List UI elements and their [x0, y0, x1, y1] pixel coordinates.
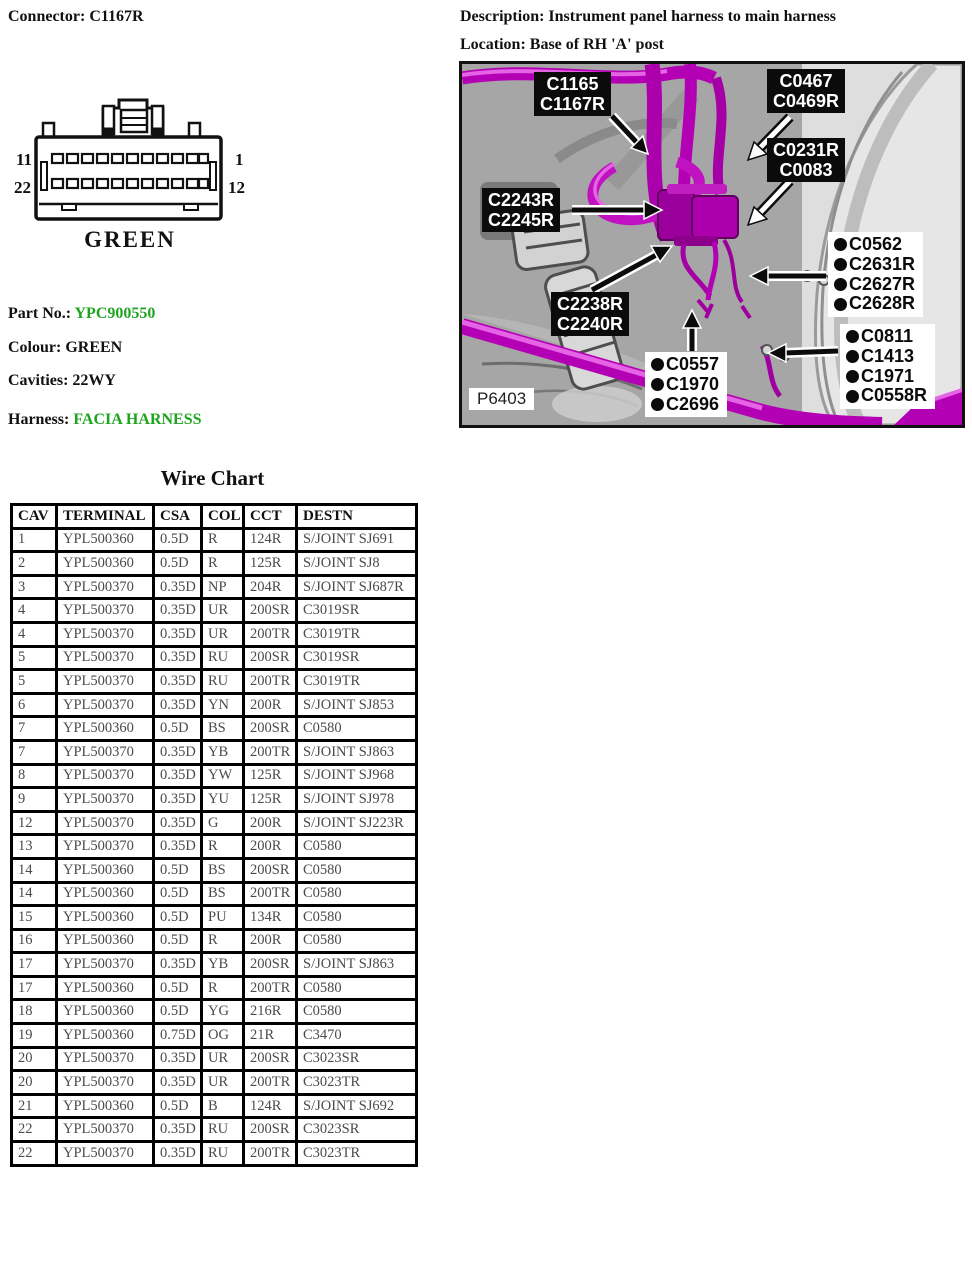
table-cell: 0.35D	[154, 622, 202, 646]
table-cell: R	[202, 835, 244, 859]
connector-slot-right	[210, 162, 216, 190]
table-cell: PU	[202, 906, 244, 930]
table-cell: 125R	[244, 788, 297, 812]
bullet-icon	[834, 238, 847, 251]
part-no-label: Part No.:	[8, 305, 72, 322]
table-cell: YPL500360	[57, 882, 154, 906]
table-cell: S/JOINT SJ8	[297, 552, 417, 576]
table-cell: YB	[202, 953, 244, 977]
table-cell: YPL500370	[57, 599, 154, 623]
table-cell: 0.35D	[154, 1142, 202, 1166]
table-cell: 17	[12, 953, 57, 977]
table-cell: UR	[202, 1047, 244, 1071]
table-cell: YPL500370	[57, 1142, 154, 1166]
connector-drawing-svg	[6, 92, 266, 260]
bullet-icon	[846, 370, 859, 383]
table-cell: YPL500360	[57, 1024, 154, 1048]
table-cell: 200R	[244, 835, 297, 859]
table-cell: 200SR	[244, 858, 297, 882]
table-row	[12, 693, 417, 717]
table-row	[12, 552, 417, 576]
connector-colour-label: GREEN	[84, 227, 176, 252]
table-cell: 14	[12, 858, 57, 882]
table-cell: 124R	[244, 1094, 297, 1118]
wire-chart-title: Wire Chart	[160, 466, 265, 490]
table-cell: 216R	[244, 1000, 297, 1024]
table-cell: YPL500360	[57, 717, 154, 741]
table-cell: 16	[12, 929, 57, 953]
table-cell: 200TR	[244, 976, 297, 1000]
table-cell: YPL500370	[57, 622, 154, 646]
table-cell: 0.5D	[154, 976, 202, 1000]
table-cell: 14	[12, 882, 57, 906]
table-row	[12, 717, 417, 741]
table-cell: 200TR	[244, 622, 297, 646]
table-cell: UR	[202, 599, 244, 623]
table-cell: C0580	[297, 929, 417, 953]
table-cell: 0.35D	[154, 811, 202, 835]
table-row	[12, 1142, 417, 1166]
table-cell: 200SR	[244, 1047, 297, 1071]
callout-item	[846, 386, 927, 406]
table-cell: S/JOINT SJ223R	[297, 811, 417, 835]
table-cell: C0580	[297, 1000, 417, 1024]
table-cell: 1	[12, 528, 57, 552]
table-cell: 0.35D	[154, 764, 202, 788]
table-cell: 0.35D	[154, 693, 202, 717]
figure-id-label: P6403	[469, 388, 534, 410]
table-cell: 19	[12, 1024, 57, 1048]
table-cell: 124R	[244, 528, 297, 552]
connector-slot-left	[41, 162, 47, 190]
bullet-icon	[651, 378, 664, 391]
callout-group-c0811	[840, 324, 935, 409]
part-no-value: YPC900550	[74, 305, 156, 322]
connector-notch-right	[184, 204, 198, 210]
harness-value: FACIA HARNESS	[73, 411, 202, 428]
callout-item	[834, 255, 915, 275]
table-cell: R	[202, 929, 244, 953]
connector-pinout-diagram	[6, 92, 266, 260]
callout-c0231r-c0083: C0231R C0083	[767, 138, 845, 182]
spec-part-no	[8, 305, 155, 323]
table-row	[12, 646, 417, 670]
callout-connector-id: C2628R	[849, 293, 916, 314]
table-row	[12, 1071, 417, 1095]
table-cell: YPL500370	[57, 740, 154, 764]
table-cell: YPL500360	[57, 929, 154, 953]
table-cell: YPL500370	[57, 835, 154, 859]
callout-item	[846, 347, 927, 367]
column-header: TERMINAL	[57, 505, 154, 529]
connector-title: Connector: C1167R	[8, 8, 144, 25]
table-cell: 9	[12, 788, 57, 812]
table-cell: YPL500360	[57, 1000, 154, 1024]
callout-connector-id: C2696	[666, 393, 720, 414]
table-row	[12, 599, 417, 623]
table-row	[12, 858, 417, 882]
table-cell: 15	[12, 906, 57, 930]
table-header-row	[12, 505, 417, 529]
table-cell: 0.35D	[154, 575, 202, 599]
bullet-icon	[846, 350, 859, 363]
column-header: COL	[202, 505, 244, 529]
table-cell: 20	[12, 1047, 57, 1071]
pin-number-12: 12	[228, 178, 245, 197]
table-cell: YPL500370	[57, 670, 154, 694]
table-cell: S/JOINT SJ853	[297, 693, 417, 717]
table-cell: YPL500360	[57, 528, 154, 552]
table-cell: 200TR	[244, 740, 297, 764]
table-cell: BS	[202, 882, 244, 906]
table-cell: C3023SR	[297, 1047, 417, 1071]
table-cell: RU	[202, 1118, 244, 1142]
table-cell: RU	[202, 1142, 244, 1166]
description-line: Description: Instrument panel harness to main harness	[460, 8, 837, 25]
table-cell: 6	[12, 693, 57, 717]
callout-item	[834, 294, 915, 314]
table-cell: 0.5D	[154, 906, 202, 930]
callout-item	[846, 367, 927, 387]
bullet-icon	[834, 258, 847, 271]
table-cell: S/JOINT SJ687R	[297, 575, 417, 599]
table-cell: 200TR	[244, 1142, 297, 1166]
table-row	[12, 740, 417, 764]
table-cell: YPL500370	[57, 764, 154, 788]
callout-connector-id: C2627R	[849, 273, 916, 294]
table-row	[12, 835, 417, 859]
table-cell: R	[202, 528, 244, 552]
spec-cavities: Cavities: 22WY	[8, 372, 116, 389]
table-cell: 204R	[244, 575, 297, 599]
table-cell: 0.35D	[154, 788, 202, 812]
table-cell: YW	[202, 764, 244, 788]
table-cell: C3023TR	[297, 1071, 417, 1095]
table-cell: 5	[12, 646, 57, 670]
table-cell: 200SR	[244, 599, 297, 623]
table-cell: C0580	[297, 835, 417, 859]
table-cell: 0.35D	[154, 670, 202, 694]
harness-label: Harness:	[8, 411, 70, 428]
table-row	[12, 764, 417, 788]
table-cell: OG	[202, 1024, 244, 1048]
table-cell: 200SR	[244, 646, 297, 670]
table-cell: 20	[12, 1071, 57, 1095]
callout-connector-id: C0558R	[861, 385, 928, 406]
table-cell: YPL500360	[57, 906, 154, 930]
location-line: Location: Base of RH 'A' post	[460, 36, 664, 53]
table-cell: NP	[202, 575, 244, 599]
bullet-icon	[846, 390, 859, 403]
table-cell: C3019SR	[297, 646, 417, 670]
callout-c0467-c0469r: C0467 C0469R	[767, 69, 845, 113]
table-cell: 13	[12, 835, 57, 859]
table-cell: YPL500370	[57, 1071, 154, 1095]
table-cell: YPL500370	[57, 575, 154, 599]
table-cell: G	[202, 811, 244, 835]
table-cell: BS	[202, 717, 244, 741]
table-cell: 200TR	[244, 882, 297, 906]
column-header: DESTN	[297, 505, 417, 529]
table-cell: YPL500370	[57, 693, 154, 717]
table-cell: 0.5D	[154, 1000, 202, 1024]
callout-item	[651, 355, 719, 375]
table-cell: 21R	[244, 1024, 297, 1048]
table-cell: 0.35D	[154, 953, 202, 977]
table-cell: 0.35D	[154, 1118, 202, 1142]
table-cell: YPL500370	[57, 1047, 154, 1071]
table-cell: C3023TR	[297, 1142, 417, 1166]
table-row	[12, 670, 417, 694]
table-cell: 0.5D	[154, 882, 202, 906]
table-cell: 0.5D	[154, 528, 202, 552]
table-cell: 22	[12, 1118, 57, 1142]
table-cell: YPL500360	[57, 858, 154, 882]
pin-number-11: 11	[16, 150, 33, 169]
bullet-icon	[834, 278, 847, 291]
bullet-icon	[834, 298, 847, 311]
table-row	[12, 953, 417, 977]
table-cell: S/JOINT SJ978	[297, 788, 417, 812]
table-row	[12, 575, 417, 599]
spec-harness	[8, 411, 202, 429]
table-cell: YPL500360	[57, 976, 154, 1000]
table-cell: 200SR	[244, 953, 297, 977]
connector-latch	[103, 100, 163, 136]
callout-item	[834, 235, 915, 255]
table-cell: 5	[12, 670, 57, 694]
table-cell: 0.35D	[154, 835, 202, 859]
callout-group-c0557	[645, 352, 727, 417]
table-cell: 200TR	[244, 670, 297, 694]
table-row	[12, 1024, 417, 1048]
table-cell: 0.35D	[154, 599, 202, 623]
spec-colour: Colour: GREEN	[8, 339, 123, 356]
callout-c2238r-c2240r: C2238R C2240R	[551, 292, 629, 336]
table-cell: RU	[202, 646, 244, 670]
table-cell: YB	[202, 740, 244, 764]
table-cell: 12	[12, 811, 57, 835]
table-cell: C0580	[297, 882, 417, 906]
table-cell: 200R	[244, 929, 297, 953]
callout-c2243r-c2245r: C2243R C2245R	[482, 188, 560, 232]
table-cell: YPL500370	[57, 646, 154, 670]
table-cell: 200TR	[244, 1071, 297, 1095]
table-cell: YPL500370	[57, 953, 154, 977]
table-row	[12, 528, 417, 552]
table-cell: 8	[12, 764, 57, 788]
table-cell: 200R	[244, 693, 297, 717]
table-cell: YN	[202, 693, 244, 717]
table-cell: 0.75D	[154, 1024, 202, 1048]
table-cell: BS	[202, 858, 244, 882]
wire-chart-body	[12, 528, 417, 1165]
table-cell: YU	[202, 788, 244, 812]
table-row	[12, 882, 417, 906]
table-cell: 200SR	[244, 717, 297, 741]
callout-connector-id: C1413	[861, 345, 915, 366]
table-cell: YPL500370	[57, 788, 154, 812]
table-cell: 125R	[244, 552, 297, 576]
table-cell: 7	[12, 740, 57, 764]
table-cell: 4	[12, 599, 57, 623]
table-cell: R	[202, 976, 244, 1000]
table-cell: 3	[12, 575, 57, 599]
table-cell: UR	[202, 622, 244, 646]
table-cell: YPL500360	[57, 1094, 154, 1118]
column-header: CSA	[154, 505, 202, 529]
table-cell: C3470	[297, 1024, 417, 1048]
callout-connector-id: C0557	[666, 354, 720, 374]
callout-connector-id: C2631R	[849, 253, 916, 274]
table-cell: 125R	[244, 764, 297, 788]
pin-number-1: 1	[235, 150, 244, 169]
table-cell: C3019TR	[297, 670, 417, 694]
table-cell: 21	[12, 1094, 57, 1118]
bullet-icon	[846, 330, 859, 343]
table-cell: 18	[12, 1000, 57, 1024]
table-cell: 200SR	[244, 1118, 297, 1142]
table-cell: YPL500360	[57, 552, 154, 576]
table-cell: 0.35D	[154, 740, 202, 764]
callout-connector-id: C0562	[849, 234, 903, 254]
location-photo	[459, 61, 965, 428]
table-row	[12, 811, 417, 835]
table-cell: 0.35D	[154, 1071, 202, 1095]
table-cell: 0.5D	[154, 552, 202, 576]
table-row	[12, 1094, 417, 1118]
table-cell: C0580	[297, 717, 417, 741]
column-header: CCT	[244, 505, 297, 529]
table-cell: S/JOINT SJ968	[297, 764, 417, 788]
table-cell: 134R	[244, 906, 297, 930]
table-row	[12, 1000, 417, 1024]
table-cell: C0580	[297, 906, 417, 930]
table-cell: 200R	[244, 811, 297, 835]
callout-item	[846, 327, 927, 347]
wire-chart-table	[10, 503, 418, 1167]
table-row	[12, 976, 417, 1000]
table-row	[12, 929, 417, 953]
table-row	[12, 788, 417, 812]
callout-item	[834, 275, 915, 295]
table-cell: YPL500370	[57, 1118, 154, 1142]
table-cell: 0.5D	[154, 929, 202, 953]
table-cell: 0.5D	[154, 1094, 202, 1118]
callout-connector-id: C1971	[861, 365, 915, 386]
table-row	[12, 906, 417, 930]
bullet-icon	[651, 398, 664, 411]
table-cell: 0.5D	[154, 717, 202, 741]
table-cell: 0.35D	[154, 1047, 202, 1071]
table-cell: C3019TR	[297, 622, 417, 646]
table-cell: S/JOINT SJ863	[297, 953, 417, 977]
column-header: CAV	[12, 505, 57, 529]
table-cell: 7	[12, 717, 57, 741]
table-cell: YG	[202, 1000, 244, 1024]
callout-group-c0562	[828, 232, 923, 317]
table-cell: B	[202, 1094, 244, 1118]
callout-connector-id: C0811	[861, 326, 914, 346]
callout-c1165-c1167r: C1165 C1167R	[534, 72, 611, 116]
table-cell: 0.35D	[154, 646, 202, 670]
table-cell: S/JOINT SJ863	[297, 740, 417, 764]
bullet-icon	[651, 358, 664, 371]
table-cell: 22	[12, 1142, 57, 1166]
table-cell: 17	[12, 976, 57, 1000]
table-cell: UR	[202, 1071, 244, 1095]
table-cell: C0580	[297, 858, 417, 882]
table-cell: C3023SR	[297, 1118, 417, 1142]
table-cell: C3019SR	[297, 599, 417, 623]
callout-item	[651, 375, 719, 395]
connector-notch-left	[62, 204, 76, 210]
table-cell: RU	[202, 670, 244, 694]
callout-item	[651, 395, 719, 415]
table-row	[12, 1047, 417, 1071]
table-cell: R	[202, 552, 244, 576]
table-cell: YPL500370	[57, 811, 154, 835]
table-row	[12, 622, 417, 646]
table-cell: C0580	[297, 976, 417, 1000]
callout-connector-id: C1970	[666, 373, 720, 394]
table-cell: S/JOINT SJ692	[297, 1094, 417, 1118]
table-row	[12, 1118, 417, 1142]
table-cell: S/JOINT SJ691	[297, 528, 417, 552]
pin-number-22: 22	[14, 178, 31, 197]
table-cell: 0.5D	[154, 858, 202, 882]
table-cell: 2	[12, 552, 57, 576]
table-cell: 4	[12, 622, 57, 646]
